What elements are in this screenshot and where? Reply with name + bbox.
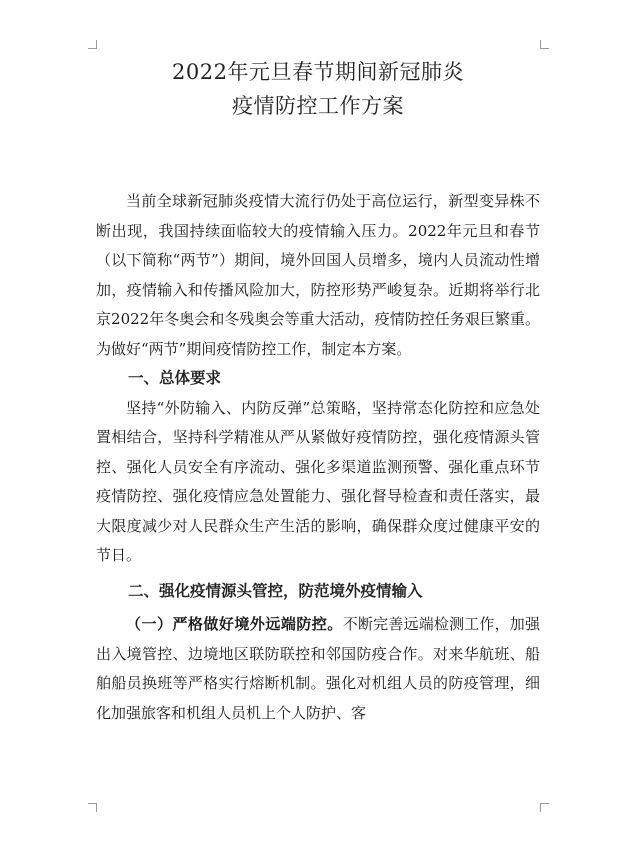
remote-prevention-body: 不断完善远端检测工作，加强出入境管控、边境地区联防联控和邻国防疫合作。对来华航班、船舶船员换班等严格实行熔断机制。强化对机组人员的防疫管理，细化加强旅客和机组人员机上个人防护、客 <box>96 615 540 722</box>
section-heading-source-control: 二、强化疫情源头管控，防范境外疫情输入 <box>128 581 423 600</box>
subsection-heading-remote-prevention: （一）严格做好境外远端防控。 <box>126 615 343 633</box>
intro-paragraph: 当前全球新冠肺炎疫情大流行仍处于高位运行，新型变异株不断出现，我国持续面临较大的疫情输入压力。2022年元旦和春节（以下简称“两节”）期间，境外回国人员增多，境内人员流动性增加，疫情输入和传播风险加大，防控形势严峻复杂。近期将举行北京2022年冬奥会和冬残奥会等重大活动，疫情防控任务艰巨繁重。为做好“两节”期间疫情防控工作，制定本方案。 <box>96 192 540 358</box>
crop-mark-top-left <box>88 40 97 49</box>
crop-mark-bottom-right <box>540 803 549 812</box>
title-line-2: 疫情防控工作方案 <box>232 94 404 118</box>
document-page <box>96 55 540 728</box>
general-requirements-paragraph: 坚持“外防输入、内防反弹”总策略，坚持常态化防控和应急处置相结合，坚持科学精准从严从紧做好疫情防控，强化疫情源头管控、强化人员安全有序流动、强化多渠道监测预警、强化重点环节疫情防控、强化疫情应急处置能力、强化督导检查和责任落实，最大限度减少对人民群众生产生活的影响，确保群众度过健康平安的节日。 <box>96 398 540 564</box>
document-body <box>96 187 540 728</box>
remote-prevention-paragraph <box>96 610 540 728</box>
crop-mark-bottom-left <box>88 803 97 812</box>
section-heading-general-requirements: 一、总体要求 <box>128 369 222 387</box>
document-title <box>96 55 540 123</box>
crop-mark-top-right <box>540 40 549 49</box>
title-line-1: 2022年元旦春节期间新冠肺炎 <box>172 60 464 84</box>
